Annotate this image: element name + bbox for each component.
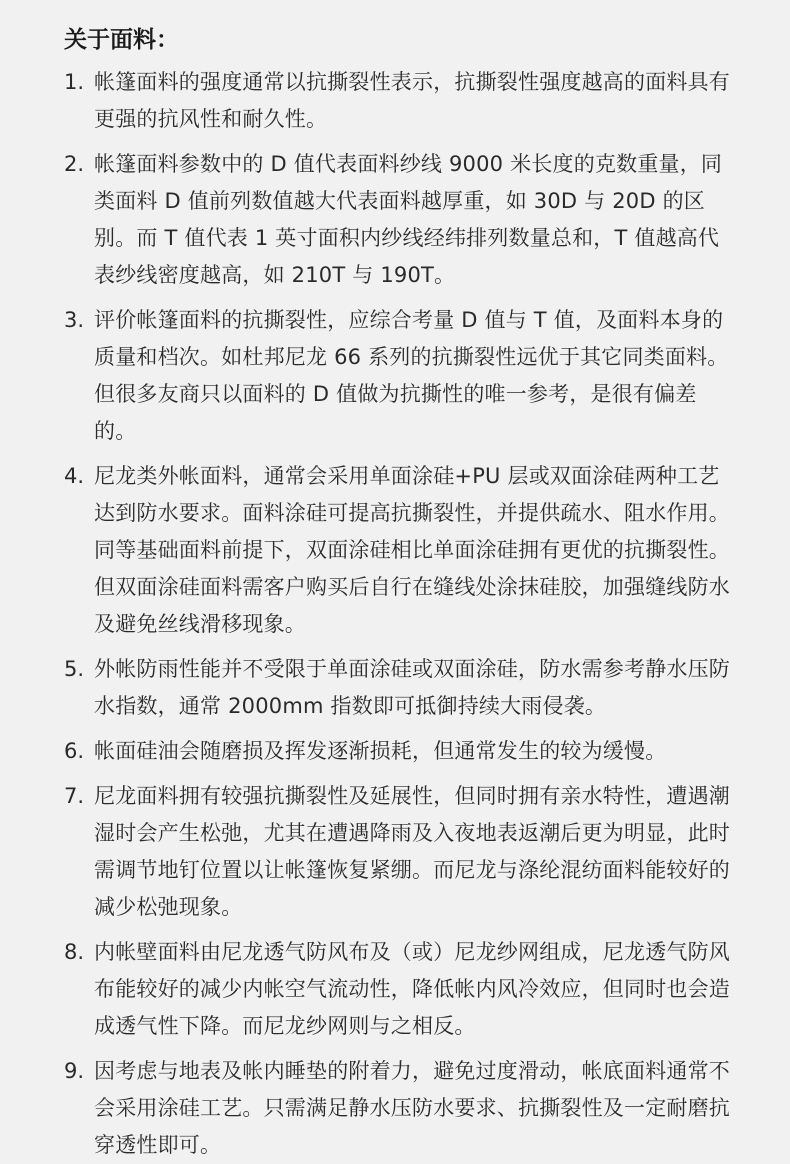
- section-title: 关于面料：: [64, 27, 179, 53]
- item-number: 8.: [64, 940, 85, 964]
- item-text: 尼龙类外帐面料，通常会采用单面涂硅+PU 层或双面涂硅两种工艺达到防水要求。面料涂硅可提高抗撕裂性，并提供疏水、阻水作用。同等基础面料前提下，双面涂硅相比单面涂硅拥有更优的抗撕裂性。但双面涂硅面料需客户购买后自行在缝线处涂抹硅胶，加强缝线防水及避免丝线滑移现象。: [94, 464, 730, 636]
- item-number: 2.: [64, 152, 85, 176]
- list-item: [64, 778, 734, 926]
- item-text: 因考虑与地表及帐内睡垫的附着力，避免过度滑动，帐底面料通常不会采用涂硅工艺。只需满足静水压防水要求、抗撕裂性及一定耐磨抗穿透性即可。: [94, 1059, 730, 1157]
- list-item: [64, 1053, 734, 1164]
- item-number: 4.: [64, 464, 85, 488]
- item-text: 帐面硅油会随磨损及挥发逐渐损耗，但通常发生的较为缓慢。: [94, 739, 667, 763]
- item-number: 3.: [64, 308, 85, 332]
- item-text: 尼龙面料拥有较强抗撕裂性及延展性，但同时拥有亲水特性，遭遇潮湿时会产生松弛，尤其在遭遇降雨及入夜地表返潮后更为明显，此时需调节地钉位置以让帐篷恢复紧绷。而尼龙与涤纶混纺面料能较好的减少松弛现象。: [94, 784, 730, 919]
- list-item: [64, 651, 734, 725]
- item-number: 5.: [64, 657, 85, 681]
- fabric-notes-list: [64, 64, 734, 1164]
- item-text: 帐篷面料的强度通常以抗撕裂性表示，抗撕裂性强度越高的面料具有更强的抗风性和耐久性。: [94, 70, 730, 131]
- item-number: 6.: [64, 739, 85, 763]
- item-text: 帐篷面料参数中的 D 值代表面料纱线 9000 米长度的克数重量，同类面料 D 值前列数值越大代表面料越厚重，如 30D 与 20D 的区别。而 T 值代表 1 英寸面积内纱线经纬排列数量总和，T 值越高代表纱线密度越高，如 210T 与 190T。: [94, 152, 723, 287]
- item-number: 7.: [64, 784, 85, 808]
- item-text: 内帐壁面料由尼龙透气防风布及（或）尼龙纱网组成，尼龙透气防风布能较好的减少内帐空气流动性，降低帐内风冷效应，但同时也会造成透气性下降。而尼龙纱网则与之相反。: [94, 940, 730, 1038]
- list-item: [64, 934, 734, 1045]
- item-text: 外帐防雨性能并不受限于单面涂硅或双面涂硅，防水需参考静水压防水指数，通常 2000mm 指数即可抵御持续大雨侵袭。: [94, 657, 730, 718]
- list-item: [64, 733, 734, 770]
- list-item: [64, 302, 734, 450]
- item-number: 9.: [64, 1059, 85, 1083]
- item-text: 评价帐篷面料的抗撕裂性，应综合考量 D 值与 T 值，及面料本身的质量和档次。如杜邦尼龙 66 系列的抗撕裂性远优于其它同类面料。但很多友商只以面料的 D 值做为抗撕性的唯一参考，是很有偏差的。: [94, 308, 729, 443]
- list-item: [64, 458, 734, 643]
- list-item: [64, 64, 734, 138]
- list-item: [64, 146, 734, 294]
- item-number: 1.: [64, 70, 85, 94]
